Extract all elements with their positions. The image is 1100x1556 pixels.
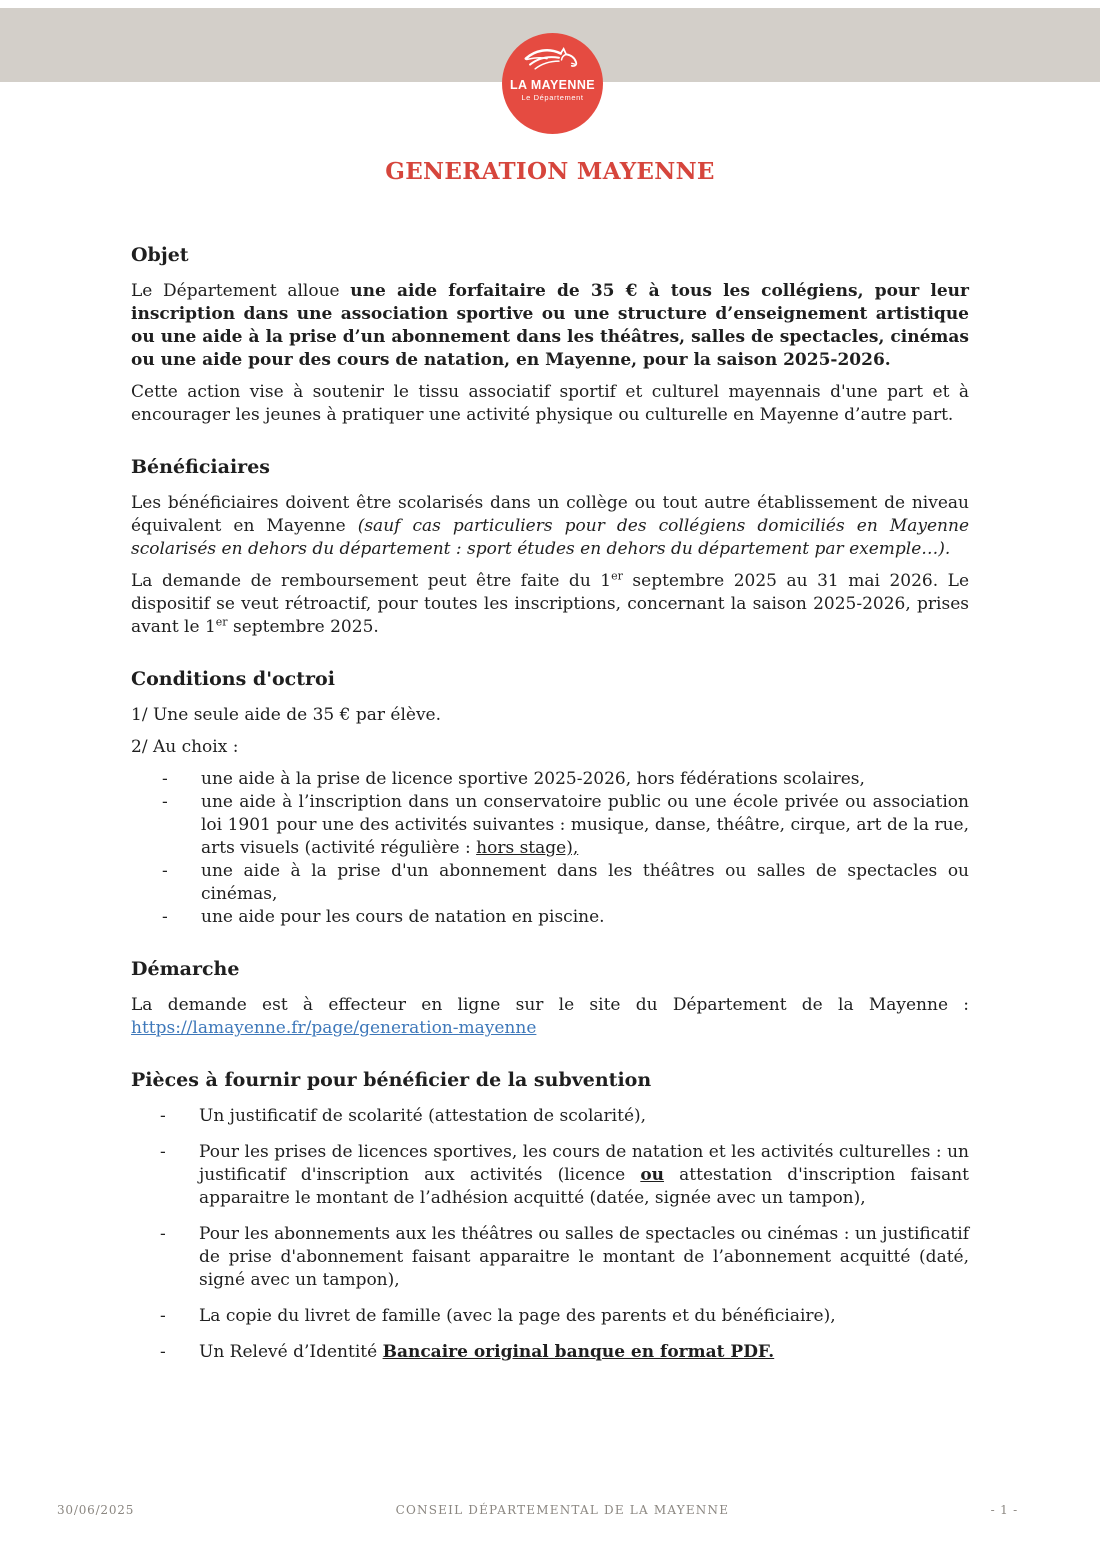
pieces-bullet-1: Un justificatif de scolarité (attestation de scolarité), bbox=[199, 1106, 647, 1126]
beneficiaires-p2-c: septembre 2025. bbox=[227, 617, 379, 637]
objet-paragraph-1 bbox=[131, 280, 969, 372]
mayenne-logo bbox=[502, 33, 603, 134]
pieces-bullet-5 bbox=[199, 1341, 969, 1364]
beneficiaires-p2-a: La demande de remboursement peut être faite du 1 bbox=[131, 571, 612, 591]
pieces-b5-bold-underline: Bancaire original banque en format PDF. bbox=[382, 1342, 775, 1362]
conditions-line-2: 2/ Au choix : bbox=[131, 737, 239, 757]
list-item bbox=[160, 1223, 969, 1292]
section-heading-pieces: Pièces à fournir pour bénéficier de la subvention bbox=[131, 1069, 652, 1091]
conditions-list bbox=[131, 768, 969, 929]
beneficiaires-p2-b: septembre 2025 au 31 mai 2026. Le dispositif se veut rétroactif, pour toutes les inscriptions, concernant la saison 2025-2026, prises avant le 1 bbox=[131, 571, 970, 637]
list-marker: - bbox=[160, 1142, 166, 1162]
list-item bbox=[160, 1141, 969, 1210]
pieces-b5-text: Un Relevé d’Identité bbox=[199, 1342, 383, 1362]
pieces-b2-bold-underline: ou bbox=[640, 1165, 665, 1185]
demarche-paragraph bbox=[131, 994, 969, 1040]
list-marker: - bbox=[162, 769, 168, 789]
pieces-b2-text-a: Pour les prises de licences sportives, les cours de natation et les activités culturelles : un justificatif d'inscription aux activités (licence bbox=[199, 1142, 969, 1185]
beneficiaires-paragraph-2 bbox=[131, 570, 969, 639]
list-item bbox=[160, 1341, 969, 1364]
section-heading-beneficiaires: Bénéficiaires bbox=[131, 456, 270, 478]
list-marker: - bbox=[162, 792, 168, 812]
list-marker: - bbox=[162, 907, 168, 927]
conditions-bullet-2 bbox=[201, 791, 969, 860]
list-item bbox=[160, 1105, 969, 1128]
pieces-bullet-3: Pour les abonnements aux les théâtres ou salles de spectacles ou cinémas : un justificatif de prise d'abonnement faisant apparaitre le montant de l’abonnement acquitté (daté, signé avec un tampon), bbox=[199, 1224, 969, 1290]
objet-paragraph-2: Cette action vise à soutenir le tissu associatif sportif et culturel mayennais d'une part et à encourager les jeunes à pratiquer une activité physique ou culturelle en Mayenne d’autre part. bbox=[131, 382, 969, 425]
conditions-bullet-4: une aide pour les cours de natation en piscine. bbox=[201, 907, 605, 927]
logo-tagline: Le Département bbox=[521, 93, 584, 102]
section-heading-objet: Objet bbox=[131, 244, 189, 266]
pieces-bullet-4: La copie du livret de famille (avec la page des parents et du bénéficiaire), bbox=[199, 1306, 836, 1326]
list-item bbox=[162, 768, 969, 791]
list-marker: - bbox=[160, 1342, 166, 1362]
objet-p1-lead: Le Département alloue bbox=[131, 281, 351, 301]
beneficiaires-p1-italic: (sauf cas particuliers pour des collégiens domiciliés en Mayenne scolarisés en dehors du département : sport études en dehors du département par exemple…). bbox=[131, 516, 970, 559]
logo-brand: LA MAYENNE bbox=[509, 78, 596, 92]
superscript-er: er bbox=[215, 615, 228, 629]
section-heading-demarche: Démarche bbox=[131, 958, 240, 980]
beneficiaires-p1-lead: Les bénéficiaires doivent être scolarisés dans un collège ou tout autre établissement de niveau équivalent en Mayenne bbox=[131, 493, 969, 536]
list-item bbox=[162, 906, 969, 929]
pieces-list bbox=[131, 1105, 969, 1364]
beneficiaires-paragraph-1 bbox=[131, 492, 969, 561]
list-item bbox=[160, 1305, 969, 1328]
conditions-b2-underlined: hors stage), bbox=[476, 838, 579, 858]
conditions-bullet-3: une aide à la prise d'un abonnement dans les théâtres ou salles de spectacles ou cinémas, bbox=[201, 861, 969, 904]
conditions-bullet-1: une aide à la prise de licence sportive 2025-2026, hors fédérations scolaires, bbox=[201, 769, 865, 789]
pieces-b2-text-b: attestation d'inscription faisant apparaitre le montant de l’adhésion acquitté (datée, signée avec un tampon), bbox=[199, 1165, 969, 1208]
conditions-b2-text: une aide à l’inscription dans un conservatoire public ou une école privée ou association loi 1901 pour une des activités suivantes : musique, danse, théâtre, cirque, art de la rue, arts visuels (activité régulière : bbox=[201, 792, 969, 858]
document-title: GENERATION MAYENNE bbox=[385, 158, 715, 185]
footer-date: 30/06/2025 bbox=[57, 1503, 135, 1517]
conditions-line-1: 1/ Une seule aide de 35 € par élève. bbox=[131, 705, 442, 725]
superscript-er: er bbox=[611, 569, 623, 583]
section-heading-conditions: Conditions d'octroi bbox=[131, 668, 335, 690]
list-item bbox=[162, 860, 969, 906]
demarche-link[interactable]: https://lamayenne.fr/page/generation-mayenne bbox=[131, 1018, 537, 1038]
footer-title: CONSEIL DÉPARTEMENTAL DE LA MAYENNE bbox=[395, 1503, 730, 1517]
list-marker: - bbox=[160, 1306, 166, 1326]
footer-page-number: - 1 - bbox=[990, 1503, 1018, 1517]
page-footer bbox=[57, 1503, 1018, 1517]
pieces-bullet-2 bbox=[199, 1141, 969, 1210]
document-body bbox=[131, 243, 969, 1377]
list-marker: - bbox=[162, 861, 168, 881]
list-marker: - bbox=[160, 1106, 166, 1126]
list-item bbox=[162, 791, 969, 860]
demarche-lead: La demande est à effecteur en ligne sur le site du Département de la Mayenne : bbox=[131, 995, 969, 1015]
list-marker: - bbox=[160, 1224, 166, 1244]
pegasus-icon bbox=[522, 45, 584, 79]
objet-p1-bold: une aide forfaitaire de 35 € à tous les collégiens, pour leur inscription dans une association sportive ou une structure d’enseignement artistique ou une aide à la prise d’un abonnement dans les théâtres, salles de spectacles, cinémas ou une aide pour des cours de natation, en Mayenne, pour la saison 2025-2026. bbox=[131, 281, 969, 370]
